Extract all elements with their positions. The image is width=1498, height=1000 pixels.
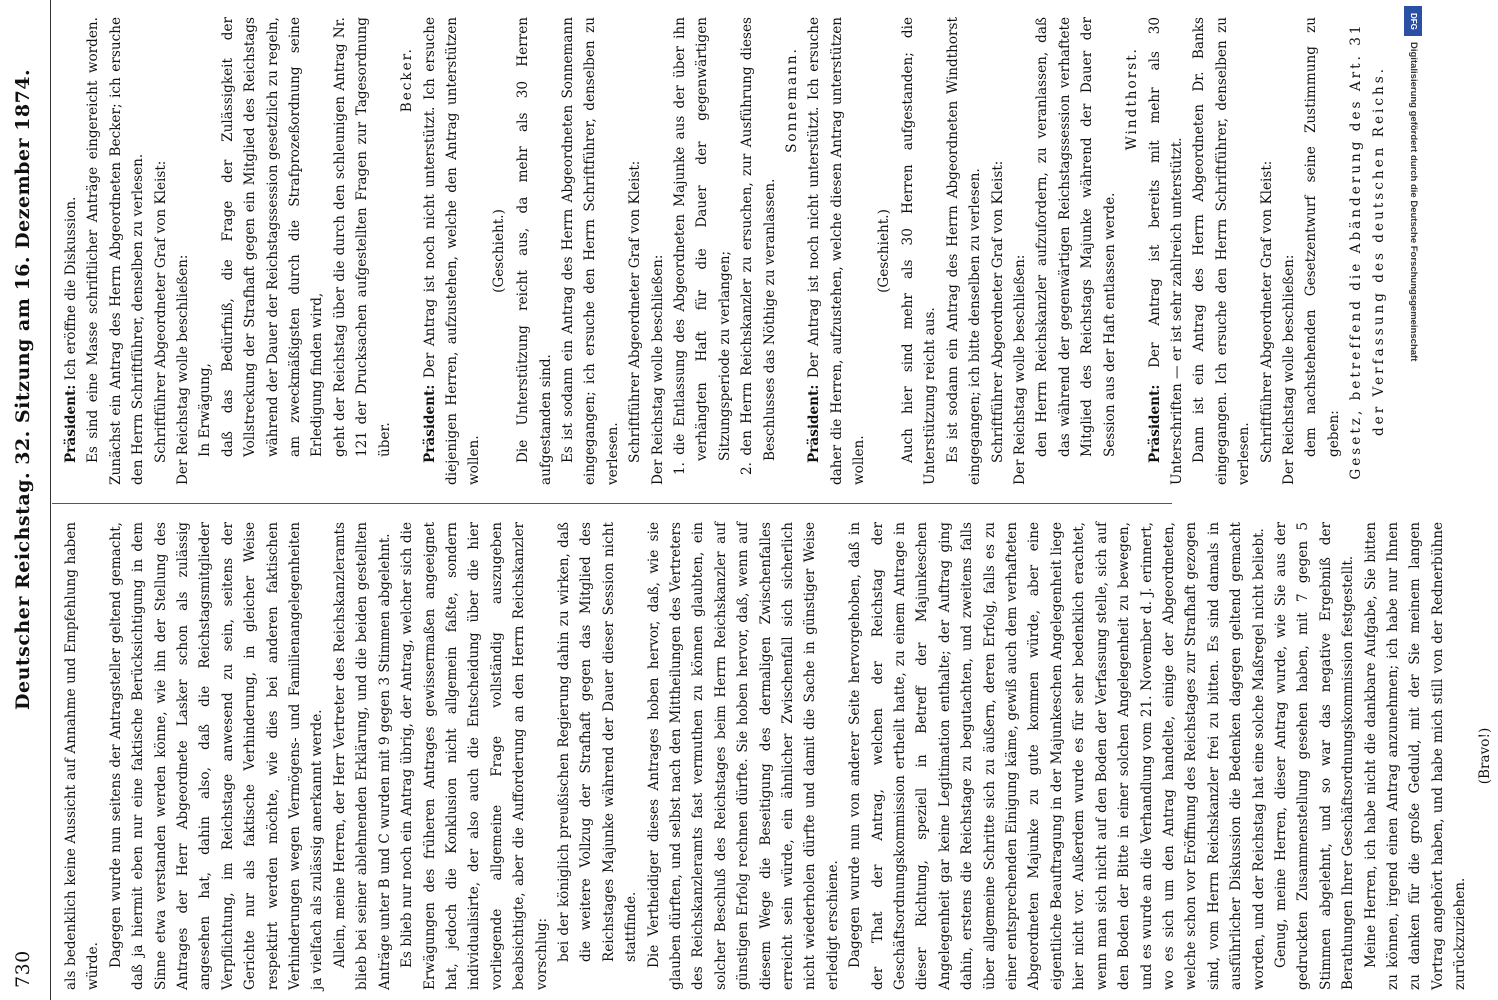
speaker-name: Schriftführer Abgeordneter Graf von Kleist:: [627, 160, 644, 463]
motion-item: 2. den Herrn Reichskanzler zu ersuchen, zur Ausführung dieses Beschlusses das Nöthige zu veranlassen.: [739, 17, 778, 475]
signature: Sonnemann.: [784, 47, 800, 153]
speech-entry: Es sind eine Masse schriftlicher Anträge eingereicht worden. Zunächst ein Antrag des Herrn Abgeordneten Becker; ich ersuche den Herrn Schriftführer, denselben zu verlesen.: [85, 17, 147, 485]
speech-text: Der Antrag ist noch nicht unterstützt. Ich ersuche diejenigen Herren, aufzustehen, welche den Antrag unterstützen wollen.: [421, 17, 483, 485]
page-number: 730: [12, 950, 34, 988]
motion-text: In Erwägung,: [197, 363, 214, 457]
paragraph: Die Vertheidiger dieses Antrages hoben hervor, daß, wie sie glauben dürften, und selbst nach den Mittheilungen des Vertreters des Reichskanzleramts fast vermuthen zu können glaubten, ein solcher Beschluß des Reichstages beim Herrn Reichskanzler auf günstigen Erfolg rechnen dürfte. Sie hoben hervor, daß, wenn auf diesem Wege die Beseitigung des dermaligen Zwischenfalles erreicht sein würde, ein ähnlicher Zwischenfall sich sicherlich nicht wiederholen dürfte und damit die Sache in günstiger Weise erledigt erschiene.: [645, 522, 841, 990]
column-divider: [52, 503, 1172, 504]
speaker-name: Schriftführer Abgeordneter Graf von Kleist:: [152, 160, 169, 463]
applause-note: (Bravo!): [1476, 727, 1493, 785]
speech-entry: [60, 17, 82, 485]
speaker-name: Präsident:: [806, 384, 823, 463]
speech-text: Der Reichstag wolle beschließen:: [649, 254, 666, 485]
speech-entry: [150, 17, 195, 485]
dfg-logo: DFG: [1404, 6, 1422, 36]
page-title: Deutscher Reichstag. 32. Sitzung am 16. Dezember 1874.: [12, 68, 34, 710]
motion-text: dem nachstehenden Gesetzentwurf seine Zustimmung zu geben:: [1303, 17, 1342, 457]
speaker-name: Präsident:: [63, 384, 79, 463]
speech-entry: Dann ist ein Antrag des Herrn Abgeordneten Dr. Banks eingegangen. Ich ersuche den Herrn Schriftführer, denselben zu verlesen.: [1191, 17, 1253, 485]
signature: Becker.: [399, 47, 416, 113]
speaker-name: Schriftführer Abgeordneter Graf von Kleist:: [989, 160, 1006, 463]
speech-entry: [987, 17, 1032, 485]
signature: Windthorst.: [1124, 47, 1141, 151]
speech-entry: [624, 17, 669, 485]
speech-entry: Auch hier sind mehr als 30 Herren aufgestanden; die Unterstützung reicht aus.: [900, 17, 939, 485]
stage-note: (Geschieht.): [875, 209, 892, 293]
header-rule: [50, 0, 51, 1000]
funding-note: Digitalisierung gefördert durch die Deutsche Forschungsgemeinschaft: [1408, 42, 1419, 362]
speech-entry: [1256, 17, 1301, 485]
speech-text: Der Reichstag wolle beschließen:: [1012, 254, 1029, 485]
right-column: [60, 17, 1390, 485]
quoted-motion: bei der königlich preußischen Regierung dahin zu wirken, daß die weitere Vollzug der Strafhaft gegen das Mitglied des Reichstages Majunke während der Dauer dieser Session nicht stattfinde.: [555, 522, 640, 962]
motion-text: geht der Reichstag über die durch den schleunigen Antrag Nr. 121 der Drucksachen aufgestellten Fragen zur Tagesordnung über.: [331, 17, 393, 457]
speech-text: Der Reichstag wolle beschließen:: [175, 254, 192, 485]
speech-text: Ich eröffne die Diskussion.: [63, 196, 79, 381]
speech-entry: Es ist sodann ein Antrag des Herrn Abgeordneten Windthorst eingegangen; ich bitte denselben zu verlesen.: [944, 17, 984, 485]
speech-entry: [419, 17, 486, 485]
paragraph: als bedenklich keine Aussicht auf Annahme und Empfehlung haben würde.: [63, 522, 102, 990]
motion-text: den Herrn Reichskanzler aufzufordern, zu veranlassen, daß das während der gegenwärtigen Reichstagssession verhaftete Mitglied des Reichstags Majunke während der Dauer der Session aus der Haft entlassen werde.: [1034, 17, 1118, 457]
paragraph: Es blieb nur noch ein Antrag übrig, der Antrag, welcher sich die Erwägungen des früheren Antrages gewissermaßen angeeignet hat, jedoch die Konklusion nicht allgemein faßte, sondern individualisirte, der also auch die Entscheidung über die hier vorliegende allgemeine Frage vollständig auszugeben beabsichtigte, aber die Aufforderung an den Herrn Reichskanzler vorschlug:: [399, 522, 550, 990]
motion-text: daß das Bedürfniß, die Frage der Zulässigkeit der Vollstreckung der Strafhaft gegen ein Mitglied des Reichstags während der Dauer der Reichstagssession gesetzlich zu regeln, am zweckmäßigsten durch die Strafprozeßordnung seine Erledigung finden wird,: [219, 17, 326, 457]
paragraph: Allein, meine Herren, der Herr Vertreter des Reichskanzleramts blieb bei seiner ablehnenden Erklärung, und die beiden gestellten Anträge unter B und C wurden mit 9 gegen 3 Stimmen abgelehnt.: [331, 522, 393, 990]
speech-text: Der Antrag ist noch nicht unterstützt. Ich ersuche daher die Herren, aufzustehen, welche diesen Antrag unterstützen wollen.: [806, 17, 868, 485]
speech-entry: Es ist sodann ein Antrag des Herrn Abgeordneten Sonnemann eingegangen; ich ersuche den Herrn Schriftführer, denselben zu verlesen.: [559, 17, 621, 485]
speaker-name: Schriftführer Abgeordneter Graf von Kleist:: [1258, 160, 1275, 463]
paragraph: Meine Herren, ich habe nicht die dankbare Aufgabe, Sie bitten zu können, irgend einen Antrag anzunehmen; ich habe nur Ihnen zu danken für die große Geduld, mit der Sie meinem langen Vortrag angehört haben, und habe mich still von der Rednerbühne zurückzuziehen.: [1362, 522, 1469, 990]
law-title: Gesetz, betreffend die Abänderung des Art. 31 der Verfassung des deutschen Reichs.: [1348, 22, 1387, 480]
speech-entry: Die Unterstützung reicht aus, da mehr als 30 Herren aufgestanden sind.: [515, 17, 554, 485]
speech-text: Der Reichstag wolle beschließen:: [1280, 254, 1297, 485]
dfg-side-strip: [1400, 2, 1428, 992]
page-header: [0, 0, 52, 1000]
left-column: [60, 522, 1498, 990]
speech-entry: [803, 17, 870, 485]
paragraph: Dagegen wurde nun seitens der Antragsteller geltend gemacht, daß ja hiermit eben nur eine faktische Berücksichtigung in dem Sinne etwa verstanden werden könne, wie ihn der Stellung des Antrages der Herr Abgeordnete Lasker schon als zulässig angesehen hat, dahin also, daß die Reichstagsmitglieder Verpflichtung, im Reichstage anwesend zu sein, seitens der Gerichte nur als faktische Verhinderung, in gleicher Weise respektirt werden möchte, wie dies bei anderen faktischen Verhinderungen wegen Vermögens- und Familienangelegenheiten ja vielfach als zulässig anerkannt werde.: [107, 522, 326, 990]
paragraph: Dagegen wurde nun von anderer Seite hervorgehoben, daß in der That der Antrag, welchen der Reichstag der Geschäftsordnungskommission ertheilt hatte, zu einem Antrage in dieser Richtung, speziell in Betreff der Majunkeschen Angelegenheit gar keine Legitimation enthalte; der Auftrag ging dahin, erstens die Reichstage zu begutachten, und zweitens falls über allgemeine Schritte sich zu äußern, deren Erfolg, falls es zu einer entsprechenden Einigung käme, gewiß auch dem verhafteten Abgeordneten Majunke zu gute kommen würde, aber eine eigentliche Beauftragung in der Majunkeschen Angelegenheit liege hier nicht vor. Außerdem wurde es für sehr bedenklich erachtet, wenn man sich nicht auf den Boden der Verfassung stelle, sich auf den Boden der Bitte in einer solchen Angelegenheit zu bewegen, und es wurde an die Verhandlung vom 21. November d. J. erinnert, wo es sich um den Antrag handelte, einige der Abgeordneten, welche schon vor Eröffnung des Reichstages zur Strafhaft gezogen sind, vom Herrn Reichskanzler frei zu bitten. Es sind damals in ausführlicher Diskussion die Bedenken dagegen geltend gemacht worden, und der Reichstag hat eine solche Maßregel nicht beliebt.: [847, 522, 1267, 990]
speaker-name: Präsident:: [421, 384, 438, 463]
stage-note: (Geschieht.): [490, 209, 507, 293]
paragraph: Genug, meine Herren, dieser Antrag wurde, wie Sie aus der gedruckten Zusammenstellung gesehen haben, mit 7 gegen 5 Stimmen abgelehnt, und so war das negative Ergebniß der Berathungen Ihrer Geschäftsordnungskommission festgestellt.: [1272, 522, 1357, 990]
speaker-name: Präsident:: [1146, 384, 1163, 463]
speech-text: Der Antrag ist bereits mit mehr als 30 Unterschriften — er ist sehr zahlreich unterstützt.: [1146, 17, 1185, 485]
motion-item: 1. die Entlassung des Abgeordneten Majunke aus der über ihn verhängten Haft für die Dauer der gegenwärtigen Sitzungsperiode zu verlangen;: [671, 17, 733, 475]
speech-entry: [1144, 17, 1189, 485]
